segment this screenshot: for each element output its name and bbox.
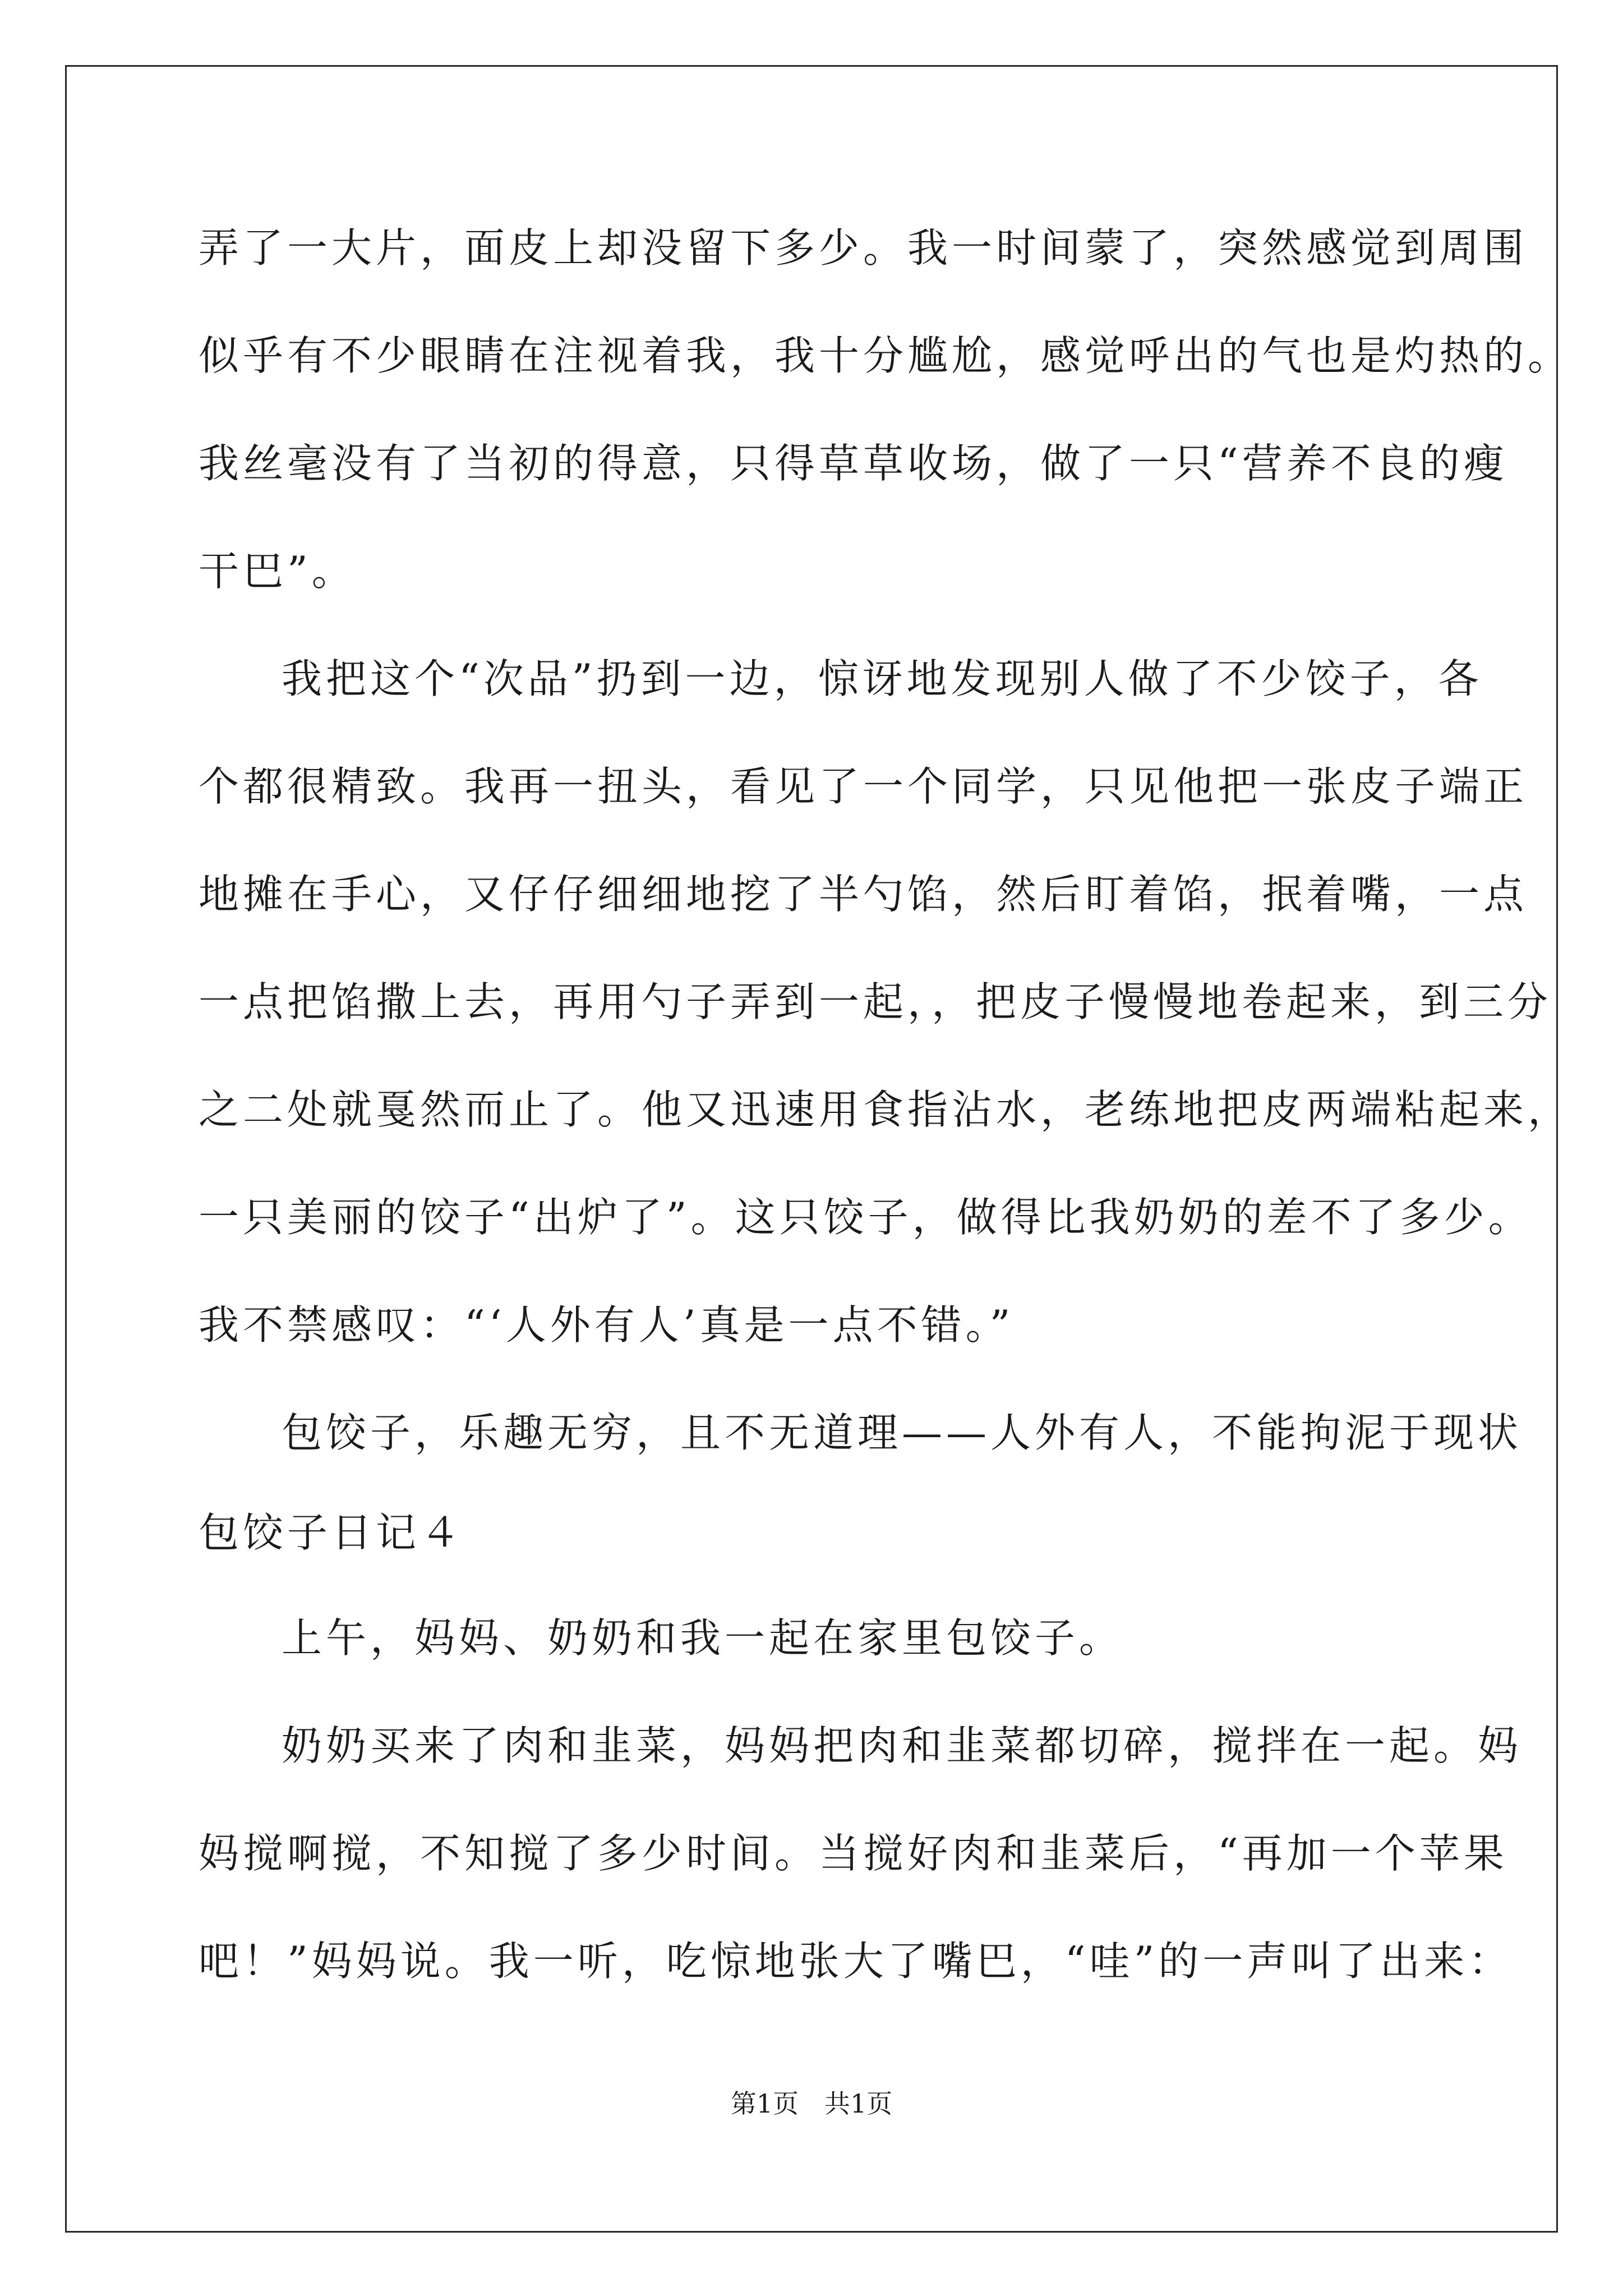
text-line-3: 我丝毫没有了当初的得意，只得草草收场，做了一只“营养不良的瘦 — [199, 440, 1508, 487]
text-line-9: 之二处就戛然而止了。他又迅速用食指沾水，老练地把皮两端粘起来， — [199, 1086, 1573, 1133]
text-line-6: 个都很精致。我再一扭头，看见了一个同学，只见他把一张皮子端正 — [199, 763, 1528, 810]
page-border — [65, 65, 1558, 2233]
section-heading: 包饺子日记４ — [199, 1509, 465, 1556]
text-line-13: 上午，妈妈、奶奶和我一起在家里包饺子。 — [282, 1614, 1124, 1662]
text-line-5: 我把这个“次品”扔到一边，惊讶地发现别人做了不少饺子，各 — [282, 655, 1483, 702]
text-line-11: 我不禁感叹：“‘人外有人’真是一点不错。” — [199, 1301, 1015, 1349]
text-line-16: 吧！”妈妈说。我一听，吃惊地张大了嘴巴，“哇”的一声叫了出来： — [199, 1938, 1513, 1985]
text-line-1: 弄了一大片，面皮上却没留下多少。我一时间蒙了，突然感觉到周围 — [199, 224, 1528, 272]
text-line-10: 一只美丽的饺子“出炉了”。这只饺子，做得比我奶奶的差不了多少。 — [199, 1194, 1533, 1241]
text-line-12: 包饺子，乐趣无穷，且不无道理——人外有人，不能拘泥于现状 — [282, 1409, 1523, 1456]
page-indicator: 第1页 共1页 — [730, 2088, 893, 2119]
text-line-2: 似乎有不少眼睛在注视着我，我十分尴尬，感觉呼出的气也是灼热的。 — [199, 332, 1573, 379]
text-line-4: 干巴”。 — [199, 547, 356, 595]
text-line-15: 妈搅啊搅，不知搅了多少时间。当搅好肉和韭菜后，“再加一个苹果 — [199, 1830, 1508, 1877]
text-line-7: 地摊在手心，又仔仔细细地挖了半勺馅，然后盯着馅，抿着嘴，一点 — [199, 871, 1528, 918]
text-line-8: 一点把馅撒上去，再用勺子弄到一起，，把皮子慢慢地卷起来，到三分 — [199, 978, 1552, 1025]
text-line-14: 奶奶买来了肉和韭菜，妈妈把肉和韭菜都切碎，搅拌在一起。妈 — [282, 1722, 1523, 1769]
